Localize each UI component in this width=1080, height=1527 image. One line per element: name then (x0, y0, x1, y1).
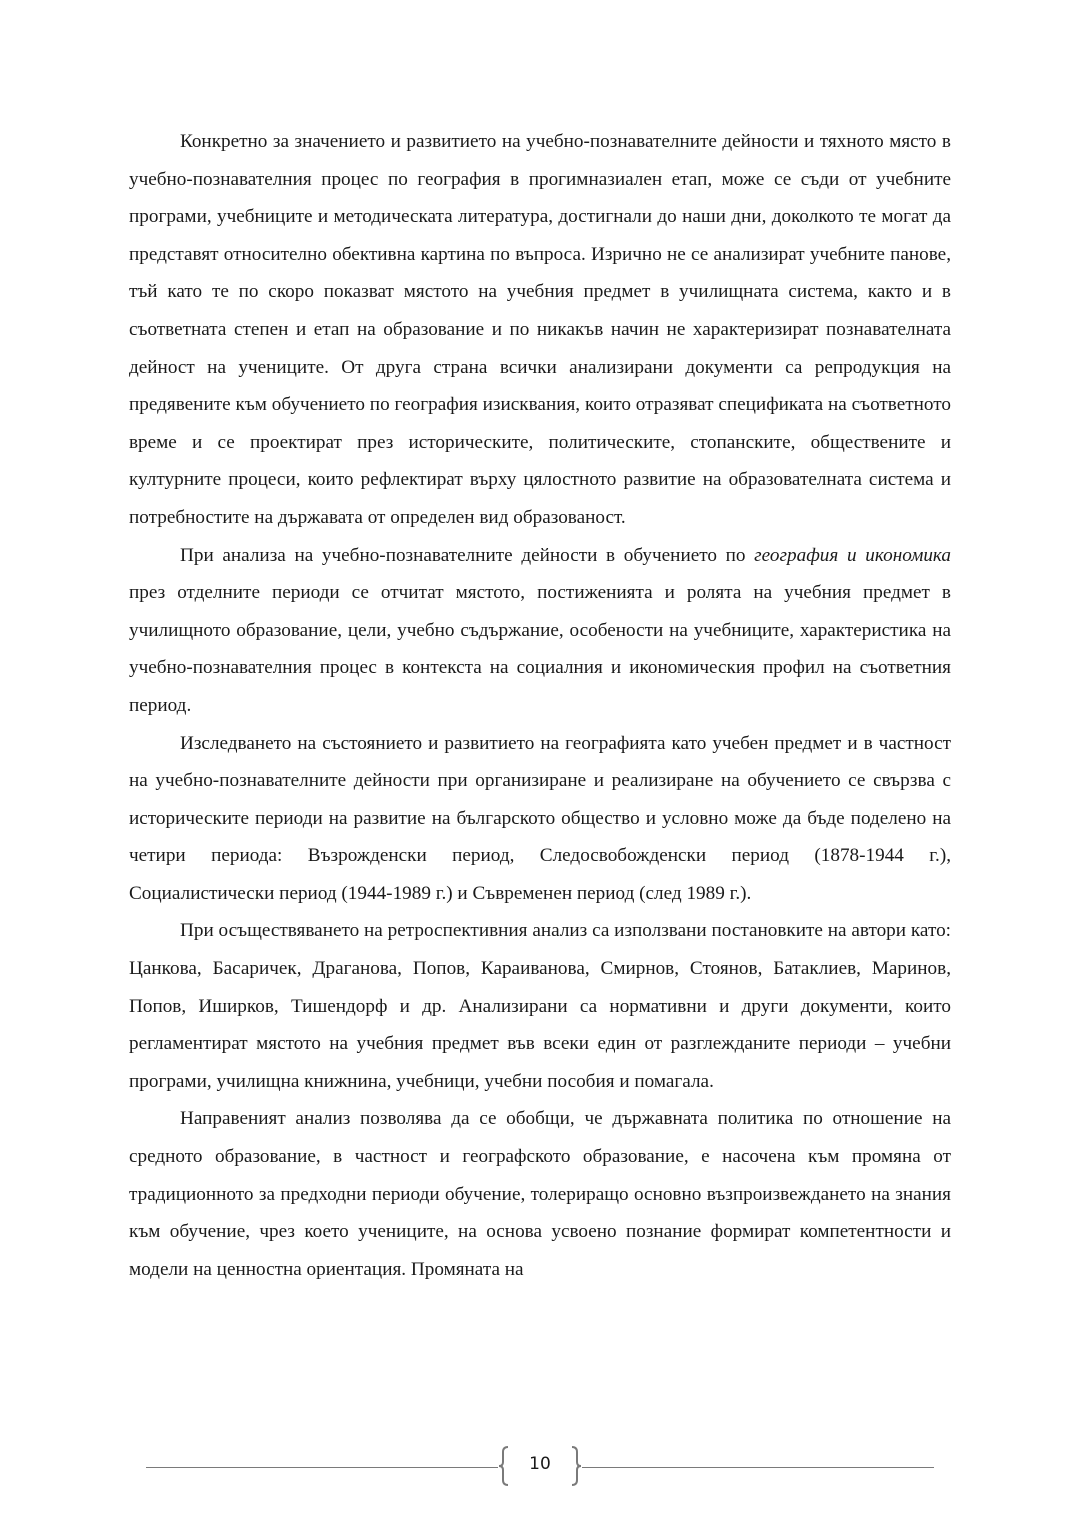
paragraph-3-text: Изследването на състоянието и развитието на географията като учебен предмет и в частност на учебно-познавателните дейности при организиране и реализиране на обучението се свързва с историческите периоди на развитие на българското общество и условно може да бъде поделено на четири периода: Възрожденски период, Следосвобожденски период (1878-1944 г.), Социалистически период (1944-1989 г.) и Съвременен период (след 1989 г.). (129, 732, 951, 904)
paragraph-5-text: Направеният анализ позволява да се обобщи, че държавната политика по отношение на средното образование, в частност и географското образование, е насочена към промяна от традиционното за предходни периоди обучение, толериращо основно възпроизвеждането на знания към обучение, чрез което учениците, на основа усвоено познание формират компетентности и модели на ценностна ориентация. Промяната на (129, 1108, 951, 1280)
paragraph-2 (129, 537, 951, 725)
paragraph-2-italic-term: география и икономика (754, 544, 952, 566)
page-number: 10 (529, 1454, 551, 1474)
paragraph-3 (129, 725, 951, 913)
paragraph-2-text-start: При анализа на учебно-познавателните дейности в обучението по (180, 544, 755, 566)
left-brace-icon (498, 1446, 510, 1486)
paragraph-1-text: Конкретно за значението и развитието на учебно-познавателните дейности и тяхното място в учебно-познавателния процес по география в прогимназиален етап, може се съди от учебните програми, учебниците и методическата литература, достигнали до наши дни, доколкото те могат да представят относително обективна картина по въпроса. Изрично не се анализират учебните панове, тъй като те по скоро показват мястото на учебния предмет в училищната система, както и в съответната степен и етап на образование и по никакъв начин не характеризират познавателната дейност на учениците. От друга страна всички анализирани документи са репродукция на предявените към обучението по география изисквания, които отразяват спецификата на съответното време и се проектират през историческите, политическите, стопанските, обществените и културните процеси, които рефлектират върху цялостното развитие на образователната система и потребностите на държавата от определен вид образованост. (129, 131, 951, 528)
paragraph-5 (129, 1100, 951, 1288)
right-brace-icon (570, 1446, 582, 1486)
paragraph-4-text: При осъществяването на ретроспективния анализ са използвани постановките на автори като: Цанкова, Басаричек, Драганова, Попов, Караиванова, Смирнов, Стоянов, Батаклиев, Маринов, Попов, Иширков, Тишендорф и др. Анализирани са нормативни и други документи, които регламентират мястото на учебния предмет във всеки един от разглежданите периоди – учебни програми, училищна книжнина, учебници, учебни пособия и помагала. (129, 920, 951, 1092)
footer-rule-left (146, 1467, 498, 1468)
footer-rule-right (582, 1467, 934, 1468)
paragraph-4 (129, 912, 951, 1100)
page-footer (146, 1446, 934, 1488)
paragraph-1 (129, 123, 951, 537)
paragraph-2-text-end: през отделните периоди се отчитат мястото, постиженията и ролята на учебния предмет в училищното образование, цели, учебно съдържание, особености на учебниците, характеристика на учебно-познавателния процес в контекста на социалния и икономическия профил на съответния период. (129, 582, 951, 716)
page-body (129, 123, 951, 1288)
